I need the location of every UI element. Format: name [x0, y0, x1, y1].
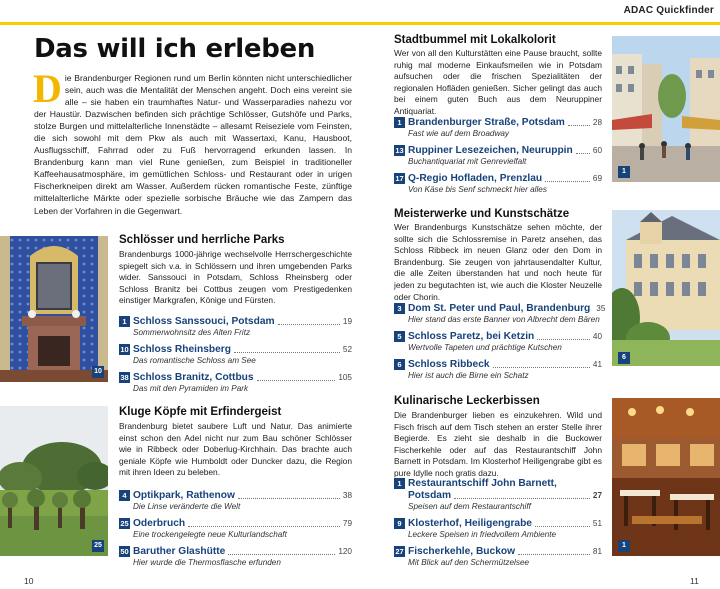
entry-number: 10: [120, 345, 129, 354]
list-item[interactable]: [394, 330, 602, 353]
entry-number: 3: [394, 303, 405, 314]
entry-page: 60: [592, 146, 602, 155]
entry-name: Ruppiner Lesezeichen, Neuruppin: [408, 145, 573, 156]
section-text-schloesser: Brandenburgs 1000-jährige wechselvolle Herrschergeschichte spiegelt sich v.a. in Schlössern und ihren umgebenden Parks wider. Sanssouci in Potsdam, Schloss Rheinsberg oder Schloss Branitz bei Cottbus zeugen vom Prestigedenken einstiger Markgrafen, Könige und Fürsten.: [119, 249, 352, 306]
entry-name: Schloss Paretz, bei Ketzin: [408, 331, 535, 342]
entry-page: 120: [338, 547, 352, 556]
entry-number: 1: [119, 316, 130, 327]
entry-name: Schloss Ribbeck: [408, 359, 490, 370]
entry-subtitle: Von Käse bis Senf schmeckt hier alles: [408, 185, 547, 194]
photo-street: [612, 36, 720, 182]
entry-name: Fischerkehle, Buckow: [408, 546, 516, 557]
photo-schloss-interior: [0, 236, 108, 382]
section-text-koepfe: Brandenburg bietet saubere Luft und Natur. Das animierte einst schon den Adel nicht nur zum Bau schöner Schlösser wie in Ribbeck oder Doberlug-Kirchhain. Das brachte auch geniale Köpfe wie Humboldt oder Duncker dazu, die Region mit ihren Ideen zu beleben.: [119, 421, 352, 478]
list-item[interactable]: [119, 343, 352, 366]
entry-number: 25: [120, 519, 129, 528]
entry-page: 69: [592, 174, 602, 183]
entry-list-leckerbissen: [394, 477, 602, 573]
entry-number: 1: [394, 478, 405, 489]
entry-number: 5: [394, 331, 405, 342]
entry-list-koepfe: [119, 489, 352, 573]
entry-name: Schloss Sanssouci, Potsdam: [133, 316, 275, 327]
list-item[interactable]: [394, 477, 602, 512]
entry-subtitle: Die Linse veränderte die Welt: [133, 502, 241, 511]
entry-number: 4: [119, 490, 130, 501]
entry-page: 81: [592, 547, 602, 556]
header-bar: [0, 0, 720, 26]
photo-badge: 1: [618, 540, 630, 552]
landscape-image: [0, 406, 108, 556]
entry-page: 52: [342, 345, 352, 354]
entry-subtitle: Wertvolle Tapeten und prächtige Kutschen: [408, 343, 562, 352]
section-text-meisterwerke: Wer Brandenburgs Kunstschätze sehen möchte, der sollte sich die Schlossremise in Paretz ansehen, das Schloss Ribbeck im neuen Glanz oder den Dom in Brandenburg. Sie zeugen von jahrtausendalter Kultur, die alle Zeiten überstanden hat und noch heute für jeden zu begutachten ist, wie auch die Kloster Neuzelle oder Chorin.: [394, 222, 602, 302]
street-image: [612, 36, 720, 182]
entry-number: 27: [395, 547, 404, 556]
entry-number: 6: [394, 359, 405, 370]
entry-page: 105: [338, 373, 352, 382]
photo-badge: 1: [618, 166, 630, 178]
entry-subtitle: Das romantische Schloss am See: [133, 356, 256, 365]
entry-name: Q-Regio Hofladen, Prenzlau: [408, 173, 543, 184]
entry-page: 28: [592, 118, 602, 127]
entry-page: 51: [592, 519, 602, 528]
entry-number: 1: [394, 117, 405, 128]
entry-subtitle: Mit Blick auf den Schermützelsee: [408, 558, 530, 567]
entry-list-schloesser: [119, 315, 352, 399]
entry-subtitle: Sommerwohnsitz des Alten Fritz: [133, 328, 251, 337]
section-text-stadtbummel: Wer von all den Kulturstätten eine Pause braucht, sollte ruhig mal moderne Einkaufsmeilen wie in Potsdam aufsuchen oder die frischen Spezialitäten der regionalen Hofläden genießen. Sicher gelingt das auch bei einem guten Buch aus dem Neuruppiner Antiquariat.: [394, 48, 602, 116]
drop-cap: D: [33, 66, 62, 111]
entry-number: 17: [395, 174, 404, 183]
intro-paragraph: [33, 66, 352, 217]
entry-name: Optikpark, Rathenow: [133, 490, 235, 501]
section-title-schloesser: Schlösser und herrliche Parks: [119, 234, 285, 246]
entry-number: 50: [120, 547, 129, 556]
entry-number: 13: [395, 146, 404, 155]
entry-name: Brandenburger Straße, Potsdam: [408, 117, 565, 128]
photo-landscape: [0, 406, 108, 556]
entry-subtitle: Hier ist auch die Birne ein Schatz: [408, 371, 529, 380]
entry-name-continued: Potsdam: [408, 490, 452, 501]
photo-restaurant: [612, 398, 720, 556]
entry-page: 40: [592, 332, 602, 341]
list-item[interactable]: [394, 116, 602, 139]
list-item[interactable]: [394, 517, 602, 540]
entry-name: Klosterhof, Heiligengrabe: [408, 518, 532, 529]
entry-subtitle: Buchantiquariat mit Genrevielfalt: [408, 157, 527, 166]
list-item[interactable]: [394, 358, 602, 381]
list-item[interactable]: [394, 545, 602, 568]
entry-name: Dom St. Peter und Paul, Brandenburg: [408, 303, 591, 314]
schloss-interior-image: [0, 236, 108, 382]
entry-name: Schloss Branitz, Cottbus: [133, 372, 254, 383]
list-item[interactable]: [119, 517, 352, 540]
entry-subtitle: Speisen auf dem Restaurantschiff: [408, 502, 531, 511]
entry-name: Oderbruch: [133, 518, 186, 529]
entry-subtitle: Das mit den Pyramiden im Park: [133, 384, 249, 393]
restaurant-image: [612, 398, 720, 556]
entry-number: 9: [394, 518, 405, 529]
entry-subtitle: Hier stand das erste Banner von Albrecht dem Bären: [408, 315, 600, 324]
entry-number: 38: [120, 373, 129, 382]
list-item[interactable]: [119, 489, 352, 512]
page-title: Das will ich erleben: [34, 34, 316, 64]
photo-badge: 10: [92, 366, 104, 378]
intro-text: ie Brandenburger Regionen rund um Berlin könnten nicht unterschiedlicher sein, auch was die Mentalität der Menschen angeht. Doch eins vereint sie alle – sie haben ein traumhaftes Natur- und Wasserparadies nahezu vor der Haustür. Dazwischen befinden sich prächtige Schlösser, Gutshöfe und Parks, stolze Burgen und mittelalterliche Innenstädte – allesamt Reiseziele vom Feinsten, die sich sowohl mit dem Pkw als auch mit Wassertaxi, Kanu, Hausboot, Ausflugsschiff, Fahrrad oder zu Fuß hervorragend erkunden lassen. In Brandenburg kann man viel Rune genießen, zum Beispiel in traditioneller Kaffeehausatmosphäre, im gemütlichen Schloss- und Restaurant oder in urigen Fischerkneipen direkt am Wasser. Außerdem rücken romantische Feste, zünftige mittelalterliche Märkte oder spezielle sorbische Bräuche wie das Zampern das Leben der Vorfahren in die Gegenwart.: [34, 73, 352, 216]
list-item[interactable]: [119, 371, 352, 394]
entry-list-stadtbummel: [394, 116, 602, 200]
entry-page: 27: [592, 491, 602, 500]
list-item[interactable]: [394, 172, 602, 195]
photo-badge: 25: [92, 540, 104, 552]
entry-name: Restaurantschiff John Barnett,: [408, 478, 557, 489]
photo-castle: [612, 210, 720, 366]
list-item[interactable]: [119, 315, 352, 338]
header-accent-line: [0, 22, 720, 25]
entry-list-meisterwerke: [394, 302, 606, 386]
entry-page: 35: [596, 304, 606, 313]
entry-page: 38: [342, 491, 352, 500]
entry-subtitle: Fast wie auf dem Broadway: [408, 129, 510, 138]
entry-name: Schloss Rheinsberg: [133, 344, 231, 355]
entry-page: 79: [342, 519, 352, 528]
list-item[interactable]: [394, 302, 606, 325]
entry-page: 41: [592, 360, 602, 369]
entry-subtitle: Hier wurde die Thermosflasche erfunden: [133, 558, 281, 567]
header-label: ADAC Quickfinder: [623, 5, 714, 16]
list-item[interactable]: [119, 545, 352, 568]
page-number-right: 11: [690, 576, 699, 586]
entry-subtitle: Leckere Speisen in friedvollem Ambiente: [408, 530, 557, 539]
entry-page: 19: [342, 317, 352, 326]
section-title-koepfe: Kluge Köpfe mit Erfindergeist: [119, 406, 282, 418]
section-title-stadtbummel: Stadtbummel mit Lokalkolorit: [394, 34, 556, 46]
castle-image: [612, 210, 720, 366]
list-item[interactable]: [394, 144, 602, 167]
section-text-leckerbissen: Die Brandenburger lieben es einzukehren. Wild und Fisch frisch auf dem Tisch stehen an erster Stelle ihrer Begierde. Es zieht sie deshalb in die Buckower Fischerkehle oder auf das Restaurantschiff John Barnett in Potsdam. Im Klosterhof Heiligengrabe gibt es pure Idylle noch gratis dazu.: [394, 410, 602, 478]
section-title-leckerbissen: Kulinarische Leckerbissen: [394, 395, 540, 407]
page-number-left: 10: [24, 576, 34, 586]
entry-subtitle: Eine trockengelegte neue Kulturlandschaft: [133, 530, 287, 539]
photo-badge: 6: [618, 352, 630, 364]
section-title-meisterwerke: Meisterwerke und Kunstschätze: [394, 208, 570, 220]
entry-name: Baruther Glashütte: [133, 546, 226, 557]
